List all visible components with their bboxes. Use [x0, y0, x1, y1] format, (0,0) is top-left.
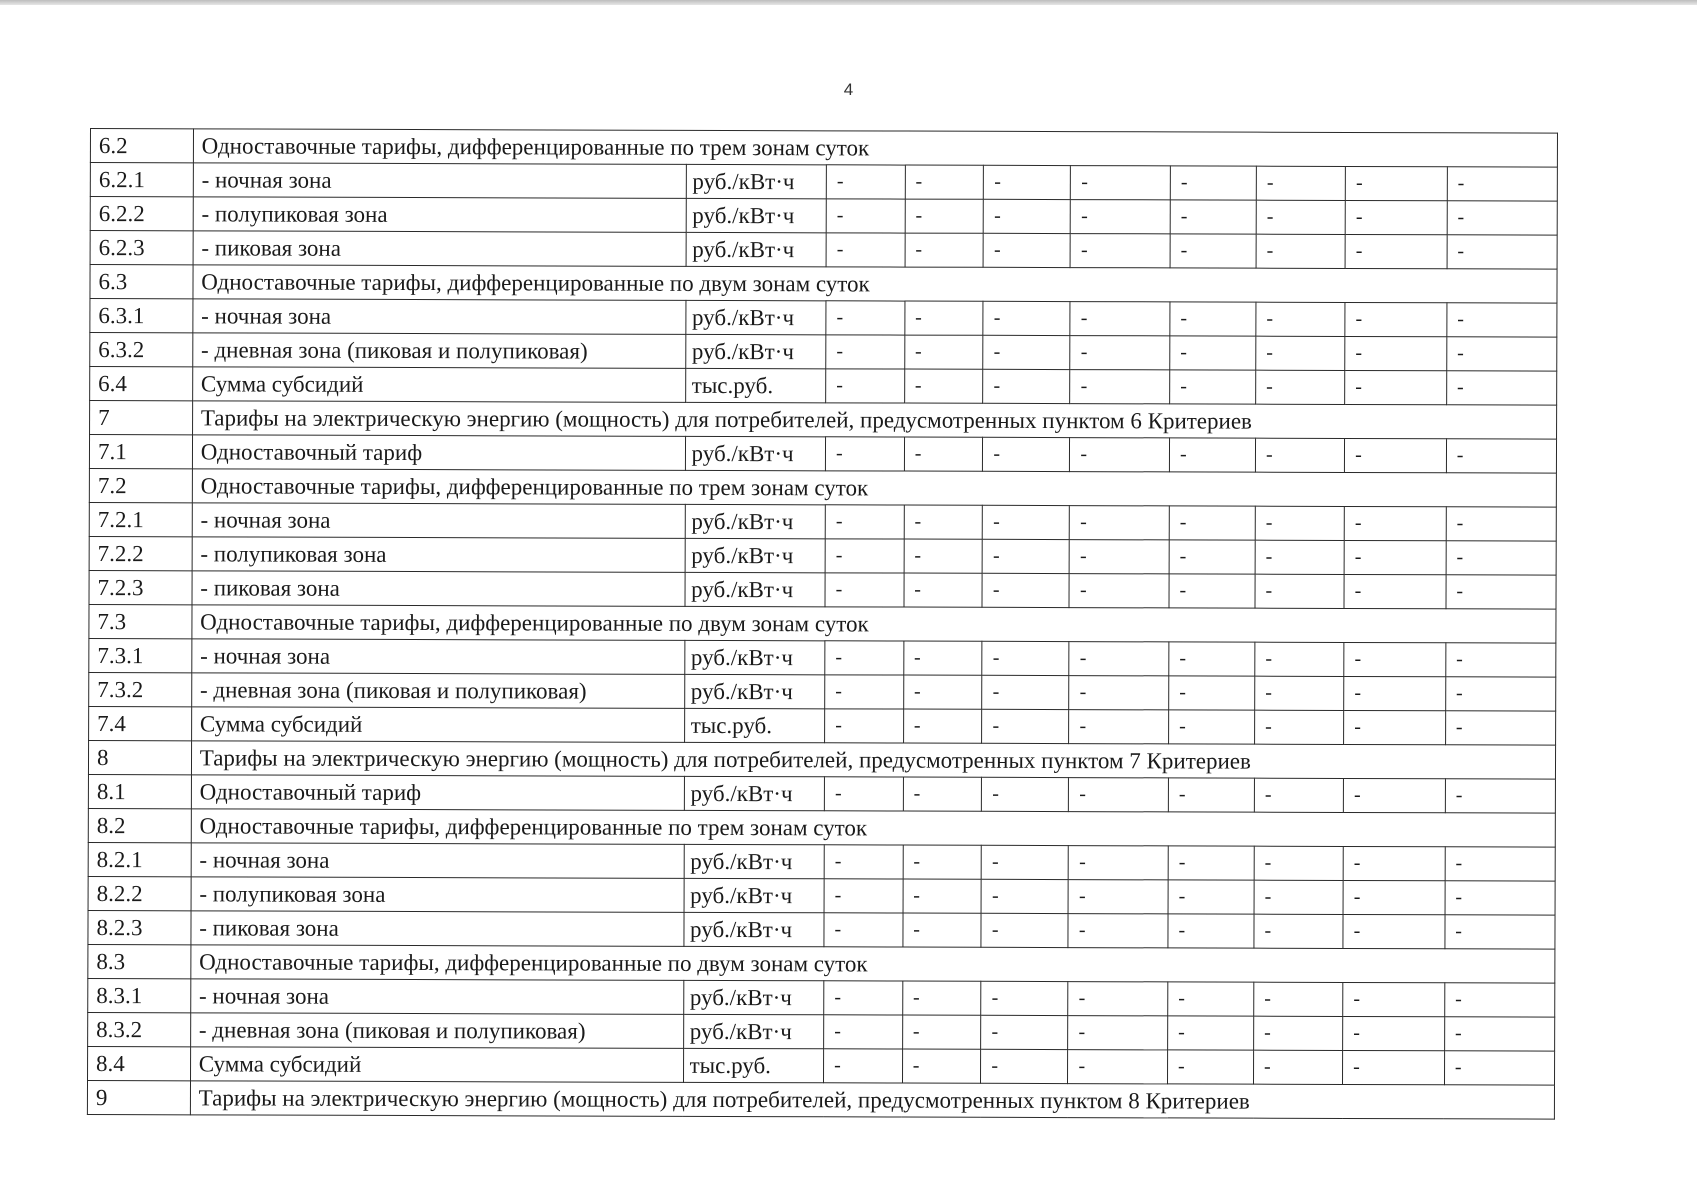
value-cell: - — [824, 981, 903, 1015]
table-row — [88, 978, 1555, 1017]
value-cell: - — [1069, 574, 1169, 608]
section-header-row — [88, 740, 1555, 779]
value-cell: - — [983, 505, 1070, 539]
value-cell: - — [1343, 778, 1445, 812]
row-code: 7.3.1 — [89, 638, 192, 672]
section-title: Одноставочные тарифы, дифференцированные по двум зонам суток — [193, 265, 1557, 303]
value-cell: - — [904, 437, 983, 471]
value-cell: - — [826, 165, 905, 199]
value-cell: - — [1256, 370, 1345, 404]
row-unit: руб./кВт·ч — [685, 334, 826, 368]
row-code: 8.2 — [88, 808, 191, 842]
value-cell: - — [903, 709, 982, 743]
value-cell: - — [1169, 540, 1255, 574]
row-name: Сумма субсидий — [191, 707, 684, 743]
value-cell: - — [1169, 642, 1255, 676]
value-cell: - — [982, 539, 1069, 573]
section-title: Одноставочные тарифы, дифференцированные по трем зонам суток — [192, 469, 1556, 507]
row-unit: руб./кВт·ч — [686, 232, 827, 266]
section-title: Тарифы на электрическую энергию (мощность) для потребителей, предусмотренных пунктом 8 Критериев — [190, 1081, 1554, 1119]
row-code: 7.3 — [89, 604, 192, 638]
table-row — [89, 502, 1556, 541]
row-code: 6.2.1 — [90, 163, 193, 197]
scan-edge — [0, 0, 1697, 5]
section-title: Тарифы на электрическую энергию (мощность) для потребителей, предусмотренных пунктом 6 Критериев — [192, 401, 1556, 439]
row-code: 6.2.3 — [90, 231, 193, 265]
value-cell: - — [1168, 778, 1254, 812]
value-cell: - — [1447, 167, 1557, 201]
value-cell: - — [1255, 710, 1344, 744]
value-cell: - — [902, 1015, 981, 1049]
row-name: - дневная зона (пиковая и полупиковая) — [190, 1013, 683, 1049]
value-cell: - — [1068, 914, 1168, 948]
value-cell: - — [1168, 1050, 1254, 1084]
value-cell: - — [1168, 982, 1254, 1016]
value-cell: - — [903, 879, 982, 913]
row-name: - пиковая зона — [191, 911, 684, 947]
value-cell: - — [1071, 166, 1171, 200]
row-code: 6.3.2 — [90, 333, 193, 367]
value-cell: - — [1445, 847, 1555, 881]
value-cell: - — [1069, 846, 1169, 880]
section-title: Одноставочные тарифы, дифференцированные по двум зонам суток — [191, 945, 1555, 983]
value-cell: - — [824, 777, 903, 811]
table-row — [90, 231, 1557, 270]
value-cell: - — [983, 233, 1070, 267]
row-code: 6.4 — [90, 367, 193, 401]
row-code: 7.2.2 — [89, 536, 192, 570]
value-cell: - — [1345, 200, 1447, 234]
value-cell: - — [1168, 846, 1254, 880]
value-cell: - — [905, 301, 984, 335]
value-cell: - — [824, 879, 903, 913]
value-cell: - — [902, 981, 981, 1015]
value-cell: - — [1446, 575, 1556, 609]
row-code: 8.3 — [88, 944, 191, 978]
value-cell: - — [1445, 983, 1555, 1017]
value-cell: - — [1170, 234, 1256, 268]
row-name: Сумма субсидий — [190, 1047, 683, 1083]
table-row — [88, 842, 1555, 881]
row-unit: руб./кВт·ч — [684, 912, 825, 946]
value-cell: - — [826, 335, 905, 369]
row-name: Одноставочный тариф — [191, 775, 684, 811]
value-cell: - — [1169, 438, 1255, 472]
table-row — [89, 570, 1556, 609]
row-code: 6.3 — [90, 265, 193, 299]
value-cell: - — [1170, 302, 1256, 336]
row-name: - ночная зона — [193, 163, 686, 199]
value-cell: - — [826, 233, 905, 267]
value-cell: - — [1254, 1050, 1343, 1084]
row-unit: руб./кВт·ч — [685, 538, 826, 572]
value-cell: - — [1070, 370, 1170, 404]
value-cell: - — [1070, 438, 1170, 472]
row-unit: тыс.руб. — [684, 708, 825, 742]
value-cell: - — [1445, 779, 1555, 813]
value-cell: - — [904, 369, 983, 403]
row-code: 7.3.2 — [89, 672, 192, 706]
value-cell: - — [1446, 541, 1556, 575]
section-header-row — [88, 808, 1555, 847]
value-cell: - — [826, 301, 905, 335]
row-code: 9 — [87, 1080, 190, 1114]
value-cell: - — [1447, 201, 1557, 235]
value-cell: - — [981, 981, 1068, 1015]
value-cell: - — [1068, 880, 1168, 914]
value-cell: - — [1345, 438, 1447, 472]
value-cell: - — [1254, 778, 1343, 812]
row-unit: руб./кВт·ч — [685, 300, 826, 334]
value-cell: - — [826, 369, 905, 403]
row-unit: тыс.руб. — [683, 1048, 824, 1082]
page-number: 4 — [843, 80, 854, 99]
value-cell: - — [1446, 371, 1556, 405]
value-cell: - — [1345, 302, 1447, 336]
value-cell: - — [1447, 235, 1557, 269]
value-cell: - — [1169, 506, 1255, 540]
value-cell: - — [982, 709, 1069, 743]
row-code: 7.4 — [89, 706, 192, 740]
value-cell: - — [1345, 370, 1447, 404]
value-cell: - — [981, 913, 1068, 947]
value-cell: - — [1068, 982, 1168, 1016]
value-cell: - — [1343, 914, 1445, 948]
row-name: - полупиковая зона — [193, 197, 686, 233]
value-cell: - — [1256, 200, 1345, 234]
value-cell: - — [825, 505, 904, 539]
row-code: 8.3.2 — [88, 1012, 191, 1046]
row-unit: руб./кВт·ч — [686, 198, 827, 232]
value-cell: - — [1446, 643, 1556, 677]
value-cell: - — [1343, 846, 1445, 880]
value-cell: - — [1254, 846, 1343, 880]
row-name: - дневная зона (пиковая и полупиковая) — [193, 333, 686, 369]
value-cell: - — [1343, 880, 1445, 914]
row-code: 7 — [90, 401, 193, 435]
value-cell: - — [825, 641, 904, 675]
section-title: Тарифы на электрическую энергию (мощность) для потребителей, предусмотренных пунктом 7 Критериев — [191, 741, 1555, 779]
value-cell: - — [982, 641, 1069, 675]
value-cell: - — [1069, 710, 1169, 744]
value-cell: - — [1255, 438, 1344, 472]
value-cell: - — [826, 437, 905, 471]
value-cell: - — [1345, 336, 1447, 370]
row-unit: руб./кВт·ч — [683, 1014, 824, 1048]
value-cell: - — [825, 573, 904, 607]
row-name: Сумма субсидий — [192, 367, 685, 403]
value-cell: - — [1170, 200, 1256, 234]
value-cell: - — [1168, 914, 1254, 948]
row-code: 8.1 — [88, 774, 191, 808]
row-name: - пиковая зона — [192, 571, 685, 607]
row-code: 7.2.1 — [89, 502, 192, 536]
value-cell: - — [1170, 370, 1256, 404]
value-cell: - — [1344, 642, 1446, 676]
value-cell: - — [824, 1049, 903, 1083]
value-cell: - — [1444, 1051, 1554, 1085]
value-cell: - — [1345, 234, 1447, 268]
value-cell: - — [983, 437, 1070, 471]
value-cell: - — [1070, 302, 1170, 336]
row-name: - ночная зона — [191, 843, 684, 879]
row-unit: руб./кВт·ч — [686, 164, 827, 198]
table-row — [90, 367, 1557, 406]
section-title: Одноставочные тарифы, дифференцированные по трем зонам суток — [193, 129, 1557, 167]
table-row — [90, 163, 1557, 202]
value-cell: - — [1255, 676, 1344, 710]
table-row — [88, 1012, 1555, 1051]
table-row — [88, 774, 1555, 813]
value-cell: - — [981, 1015, 1068, 1049]
value-cell: - — [1169, 574, 1255, 608]
value-cell: - — [1344, 574, 1446, 608]
row-unit: руб./кВт·ч — [684, 674, 825, 708]
table-row — [89, 672, 1556, 711]
table-row — [89, 638, 1556, 677]
value-cell: - — [1068, 1050, 1168, 1084]
section-header-row — [88, 944, 1555, 983]
value-cell: - — [1447, 303, 1557, 337]
table-row — [88, 1046, 1555, 1085]
row-name: - ночная зона — [192, 503, 685, 539]
row-unit: руб./кВт·ч — [685, 436, 826, 470]
value-cell: - — [903, 913, 982, 947]
value-cell: - — [824, 1015, 903, 1049]
value-cell: - — [1070, 540, 1170, 574]
table-row — [88, 876, 1555, 915]
value-cell: - — [904, 335, 983, 369]
row-unit: руб./кВт·ч — [684, 640, 825, 674]
value-cell: - — [982, 777, 1069, 811]
value-cell: - — [1447, 337, 1557, 371]
row-name: - ночная зона — [190, 979, 683, 1015]
value-cell: - — [1446, 439, 1556, 473]
value-cell: - — [905, 233, 984, 267]
value-cell: - — [1343, 1016, 1445, 1050]
value-cell: - — [1168, 1016, 1254, 1050]
value-cell: - — [982, 675, 1069, 709]
value-cell: - — [904, 505, 983, 539]
value-cell: - — [1070, 336, 1170, 370]
value-cell: - — [1344, 540, 1446, 574]
row-name: - ночная зона — [192, 639, 685, 675]
section-header-row — [90, 265, 1557, 304]
value-cell: - — [1170, 166, 1256, 200]
value-cell: - — [983, 301, 1070, 335]
value-cell: - — [1343, 1050, 1445, 1084]
section-header-row — [89, 604, 1556, 643]
value-cell: - — [1445, 915, 1555, 949]
row-code: 6.2 — [90, 129, 193, 163]
table-row — [89, 536, 1556, 575]
table-row — [90, 333, 1557, 372]
value-cell: - — [1169, 710, 1255, 744]
value-cell: - — [904, 641, 983, 675]
value-cell: - — [1069, 642, 1169, 676]
value-cell: - — [1069, 778, 1169, 812]
value-cell: - — [1168, 880, 1254, 914]
value-cell: - — [1256, 336, 1345, 370]
value-cell: - — [825, 675, 904, 709]
value-cell: - — [1069, 676, 1169, 710]
table-row — [89, 706, 1556, 745]
value-cell: - — [824, 845, 903, 879]
row-code: 8.3.1 — [88, 978, 191, 1012]
tariff-table — [87, 128, 1558, 1120]
row-name: Одноставочный тариф — [192, 435, 685, 471]
value-cell: - — [1071, 200, 1171, 234]
value-cell: - — [1345, 166, 1447, 200]
value-cell: - — [1068, 1016, 1168, 1050]
value-cell: - — [825, 539, 904, 573]
section-title: Одноставочные тарифы, дифференцированные по двум зонам суток — [192, 605, 1556, 643]
value-cell: - — [905, 165, 984, 199]
row-unit: тыс.руб. — [685, 368, 826, 402]
value-cell: - — [982, 845, 1069, 879]
value-cell: - — [1343, 982, 1445, 1016]
value-cell: - — [1446, 677, 1556, 711]
table-row — [90, 197, 1557, 236]
value-cell: - — [1070, 234, 1170, 268]
row-code: 7.2 — [89, 468, 192, 502]
value-cell: - — [1254, 880, 1343, 914]
value-cell: - — [1344, 710, 1446, 744]
row-code: 8.2.3 — [88, 910, 191, 944]
value-cell: - — [1255, 642, 1344, 676]
value-cell: - — [1445, 711, 1555, 745]
value-cell: - — [984, 199, 1071, 233]
value-cell: - — [826, 199, 905, 233]
row-code: 6.2.2 — [90, 197, 193, 231]
value-cell: - — [982, 573, 1069, 607]
row-name: - пиковая зона — [193, 231, 686, 267]
row-code: 8 — [88, 740, 191, 774]
value-cell: - — [904, 573, 983, 607]
value-cell: - — [1344, 676, 1446, 710]
value-cell: - — [903, 675, 982, 709]
row-unit: руб./кВт·ч — [684, 844, 825, 878]
row-code: 8.2.2 — [88, 876, 191, 910]
row-name: - дневная зона (пиковая и полупиковая) — [191, 673, 684, 709]
row-unit: руб./кВт·ч — [684, 878, 825, 912]
table-row — [89, 435, 1556, 474]
row-code: 8.2.1 — [88, 842, 191, 876]
value-cell: - — [903, 777, 982, 811]
row-code: 6.3.1 — [90, 299, 193, 333]
tariff-table-body — [87, 129, 1557, 1120]
value-cell: - — [983, 369, 1070, 403]
row-name: - полупиковая зона — [192, 537, 685, 573]
value-cell: - — [983, 335, 1070, 369]
section-header-row — [89, 468, 1556, 507]
value-cell: - — [1255, 506, 1344, 540]
table-row — [90, 299, 1557, 338]
section-header-row — [87, 1080, 1554, 1119]
value-cell: - — [1255, 574, 1344, 608]
value-cell: - — [904, 539, 983, 573]
value-cell: - — [1256, 166, 1345, 200]
value-cell: - — [1254, 1016, 1343, 1050]
value-cell: - — [1254, 982, 1343, 1016]
row-unit: руб./кВт·ч — [684, 776, 825, 810]
value-cell: - — [1254, 914, 1343, 948]
section-title: Одноставочные тарифы, дифференцированные по трем зонам суток — [191, 809, 1555, 847]
row-name: - ночная зона — [193, 299, 686, 335]
value-cell: - — [984, 165, 1071, 199]
value-cell: - — [903, 845, 982, 879]
value-cell: - — [1446, 507, 1556, 541]
row-unit: руб./кВт·ч — [683, 980, 824, 1014]
value-cell: - — [1445, 881, 1555, 915]
row-code: 7.1 — [89, 435, 192, 469]
value-cell: - — [825, 709, 904, 743]
row-unit: руб./кВт·ч — [685, 504, 826, 538]
value-cell: - — [981, 1049, 1068, 1083]
table-row — [88, 910, 1555, 949]
value-cell: - — [1444, 1017, 1554, 1051]
row-unit: руб./кВт·ч — [685, 572, 826, 606]
value-cell: - — [902, 1049, 981, 1083]
row-code: 7.2.3 — [89, 570, 192, 604]
value-cell: - — [824, 913, 903, 947]
value-cell: - — [905, 199, 984, 233]
value-cell: - — [1255, 540, 1344, 574]
section-header-row — [90, 129, 1557, 168]
value-cell: - — [1169, 676, 1255, 710]
row-name: - полупиковая зона — [191, 877, 684, 913]
value-cell: - — [1256, 302, 1345, 336]
value-cell: - — [1070, 506, 1170, 540]
section-header-row — [90, 401, 1557, 440]
value-cell: - — [1256, 234, 1345, 268]
row-code: 8.4 — [88, 1046, 191, 1080]
value-cell: - — [1344, 506, 1446, 540]
value-cell: - — [981, 879, 1068, 913]
value-cell: - — [1170, 336, 1256, 370]
